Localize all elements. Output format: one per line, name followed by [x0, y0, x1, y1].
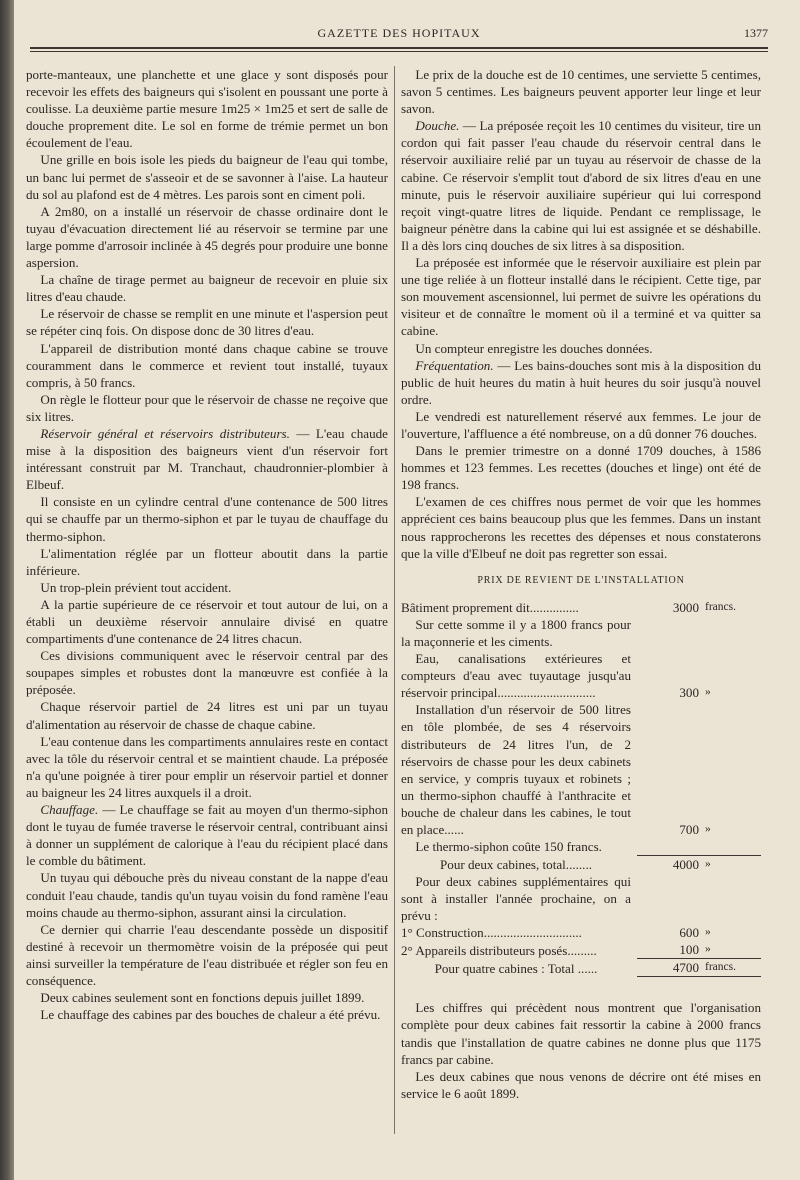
section-label: Douche. — [415, 118, 460, 134]
paragraph: Le chauffage des cabines par des bouches de chaleur a été prévu. — [40, 1007, 381, 1023]
table-row — [401, 959, 761, 977]
table-row — [401, 941, 761, 959]
table-row — [401, 650, 761, 701]
paragraph — [401, 357, 761, 408]
paragraph: Une grille en bois isole les pieds du baigneur de l'eau qui tombe, un banc lui permet de s'asseoir et de se savonner à l'aise. La hauteur du sol au plafond est de 4 mètres. Les parois sont en ciment poli. — [26, 152, 388, 202]
paragraph: Les deux cabines que nous venons de décrire ont été mises en service le 6 août 1899. — [401, 1068, 761, 1101]
cost-amount: 300 — [679, 685, 699, 701]
paragraph — [26, 425, 388, 493]
paragraph: Le vendredi est naturellement réservé aux femmes. Le jour de l'ouverture, l'affluence a été nombreuse, on a dû donner 76 douches. — [401, 408, 761, 441]
paragraph-text: — Le chauffage se fait au moyen d'un thermo-siphon dont le tuyau de fumée traverse le réservoir central, contribuant ainsi à donner un supplément de calorique à l'eau du récipient placé dans le comble du bâtiment. — [26, 802, 388, 869]
table-row — [401, 701, 761, 838]
page-header — [30, 26, 768, 44]
header-rule-thin — [30, 51, 768, 52]
cost-description: Le thermo-siphon coûte 150 francs. — [415, 839, 602, 855]
cost-amount: 700 — [679, 822, 699, 838]
cost-unit: » — [705, 686, 711, 699]
table-row — [401, 855, 761, 873]
paragraph — [26, 801, 388, 869]
paragraph: L'examen de ces chiffres nous permet de voir que les hommes apprécient ces bains beaucoup plus que les femmes. Dans un instant nous rapprocherons les recettes des dépenses et nous constaterons que la ville d'Elbeuf ne doit pas regretter son essai. — [401, 494, 761, 561]
table-row — [401, 838, 761, 855]
paragraph: Ces divisions communiquent avec le réservoir central par des soupapes simples et robustes dont la manœuvre est confiée à la préposée. — [26, 648, 388, 698]
cost-unit: » — [705, 926, 711, 939]
journal-title: GAZETTE DES HOPITAUX — [317, 26, 481, 40]
section-label: Réservoir général et réservoirs distributeurs. — [40, 425, 290, 441]
paragraph: A 2m80, on a installé un réservoir de chasse ordinaire dont le tuyau d'évacuation directement lié au réservoir se termine par une large pomme d'arrosoir inclinée à 45 degrés pour produire une bonne aspersion. — [26, 203, 388, 271]
paragraph: L'alimentation réglée par un flotteur aboutit dans la partie inférieure. — [26, 545, 388, 578]
cost-description: Pour deux cabines, total........ — [439, 856, 592, 872]
cost-amount: 4700 — [637, 959, 699, 977]
cost-unit: » — [705, 943, 711, 956]
paragraph: La chaîne de tirage permet au baigneur de recevoir en pluie six litres d'eau chaude. — [26, 272, 388, 305]
cost-amount: 3000 — [672, 599, 699, 615]
paragraph: La préposée est informée que le réservoir auxiliaire est plein par une tige reliée à un flotteur installé dans le récipient. Cette tige, par son mouvement ascensionnel, lui permet de suivre les opérations du visiteur et de connaître le moment où il a terminé et va quitter sa cabine. — [401, 255, 761, 339]
cost-description: Bâtiment proprement dit............... — [401, 599, 579, 615]
paragraph: Le réservoir de chasse se remplit en une minute et l'aspersion peut se répéter cinq fois. On dispose donc de 30 litres d'eau. — [26, 306, 388, 339]
cost-unit: » — [699, 855, 761, 873]
table-row — [401, 616, 761, 650]
section-label: Fréquentation. — [415, 357, 494, 373]
paragraph: Un tuyau qui débouche près du niveau constant de la nappe d'eau conduit l'eau chaude, tandis qu'un tuyau voisin du fond ramène l'eau moins chaude au thermo-siphon, assurant ainsi la circulation. — [26, 870, 388, 920]
paragraph-text: — Les bains-douches sont mis à la disposition du public de huit heures du matin à huit heures du soir jusqu'à nouvel ordre. — [401, 357, 761, 407]
paragraph: A la partie supérieure de ce réservoir et tout autour de lui, on a établi un deuxième réservoir annulaire divisé en quatre compartiments d'une contenance de 24 litres chacun. — [26, 596, 388, 647]
cost-description: Pour quatre cabines : Total ...... — [434, 960, 598, 976]
paragraph: Le prix de la douche est de 10 centimes, une serviette 5 centimes, savon 5 centimes. Les baigneurs peuvent apporter leur linge et leur savon. — [401, 67, 761, 117]
paragraph: Un compteur enregistre les douches données. — [415, 340, 653, 356]
header-rule-thick — [30, 47, 768, 49]
right-column — [401, 66, 761, 1102]
left-column — [26, 66, 388, 1023]
section-label: Chauffage. — [40, 802, 99, 818]
cost-table-heading: PRIX DE REVIENT DE L'INSTALLATION — [477, 574, 685, 586]
paragraph: On règle le flotteur pour que le réservoir de chasse ne reçoive que six litres. — [26, 391, 388, 424]
table-row — [401, 873, 761, 924]
cost-unit: » — [705, 823, 711, 836]
paragraph: Il consiste en un cylindre central d'une contenance de 500 litres qui se chauffe par un thermo-siphon et par le tuyau de chauffage du thermo-siphon. — [26, 494, 388, 544]
paragraph: Ce dernier qui charrie l'eau descendante possède un dispositif destiné à recevoir un thermomètre voisin de la préposée qui peut ainsi surveiller la température de l'eau distribuée et régler son feu en conséquence. — [26, 921, 388, 988]
closing-section — [401, 999, 761, 1102]
paragraph: Chaque réservoir partiel de 24 litres est uni par un tuyau d'alimentation au réservoir de chasse de chaque cabine. — [26, 699, 388, 732]
paragraph: porte-manteaux, une planchette et une glace y sont disposés pour recevoir les effets des baigneurs qui s'isolent en poussant une porte à coulisse. La deuxième partie mesure 1m25 × 1m25 et sert de salle de douche proprement dite. Le sol en forme de trémie permet un bon écoulement de l'eau. — [26, 67, 388, 151]
paragraph: Un trop-plein prévient tout accident. — [40, 579, 232, 595]
paragraph — [401, 117, 761, 254]
cost-description: 1° Construction.............................. — [401, 925, 582, 941]
paragraph-text: — L'eau chaude mise à la disposition des baigneurs vient d'un réservoir fort intéressant construit par M. Tranchaut, chaudronnier-plombier à Elbeuf. — [26, 425, 388, 493]
cost-description: Pour deux cabines supplémentaires qui sont à installer l'année prochaine, on a prévu : — [401, 873, 631, 923]
cost-unit: francs. — [699, 959, 761, 977]
cost-description: 2° Appareils distributeurs posés......... — [401, 942, 597, 958]
cost-description: Installation d'un réservoir de 500 litres en tôle plombée, de ses 4 réservoirs distributeurs de 24 litres l'un, de 2 réservoirs de chasse pour les deux cabinets en service, y compris tuyaux et robinets ; un thermo-siphon chauffé à l'anthracite et bouche de chaleur dans les cabines, le tout en place...... — [401, 702, 631, 838]
paragraph: L'appareil de distribution monté dans chaque cabine se trouve couramment dans le commerce et revient tout installé, tuyaux compris, à 50 francs. — [26, 340, 388, 390]
table-row — [401, 924, 761, 941]
cost-amount: 100 — [679, 942, 699, 958]
paragraph: Dans le premier trimestre on a donné 1709 douches, à 1586 hommes et 123 femmes. Les recettes (douches et linge) ont été de 198 francs. — [401, 443, 761, 493]
column-divider — [394, 66, 395, 1134]
cost-description: Eau, canalisations extérieures et compteurs d'eau avec tuyautage jusqu'au réservoir principal.............................. — [401, 651, 631, 701]
paragraph-text: — La préposée reçoit les 10 centimes du visiteur, tire un cordon qui fait passer l'eau chaude du réservoir central dans le réservoir auxiliaire relié par un tuyau au réservoir de chasse de la cabine. Ce réservoir s'emplit tout d'abord de six litres d'eau en une minute, puis le réservoir auxiliaire supérieur qui lui correspond reçoit vingt-quatre litres de liquide. Pendant ce remplissage, le baigneur pénètre dans la cabine qui lui est assignée et se déshabille. Il a dès lors cinq douches de six litres à sa disposition. — [401, 118, 761, 253]
cost-unit: francs. — [705, 600, 736, 613]
paragraph: L'eau contenue dans les compartiments annulaires reste en contact avec la tôle du réservoir central et se maintient chaude. La préposée n'a qu'une poignée à tirer pour emplir un réservoir partiel et donner au baigneur les 24 litres auxquels il a droit. — [26, 733, 388, 800]
cost-amount: 600 — [679, 925, 699, 941]
paragraph: Deux cabines seulement sont en fonctions depuis juillet 1899. — [40, 990, 365, 1006]
page-number: 1377 — [744, 26, 768, 40]
cost-description: Sur cette somme il y a 1800 francs pour la maçonnerie et les ciments. — [401, 616, 631, 649]
book-binding-edge — [0, 0, 14, 1180]
cost-amount: 4000 — [637, 855, 699, 873]
cost-table — [401, 599, 761, 978]
table-row — [401, 599, 761, 616]
paragraph: Les chiffres qui précèdent nous montrent que l'organisation complète pour deux cabines fait ressortir la cabine à 2000 francs tandis que l'installation de quatre cabines ne donne plus que 1175 francs par cabine. — [401, 1000, 761, 1067]
